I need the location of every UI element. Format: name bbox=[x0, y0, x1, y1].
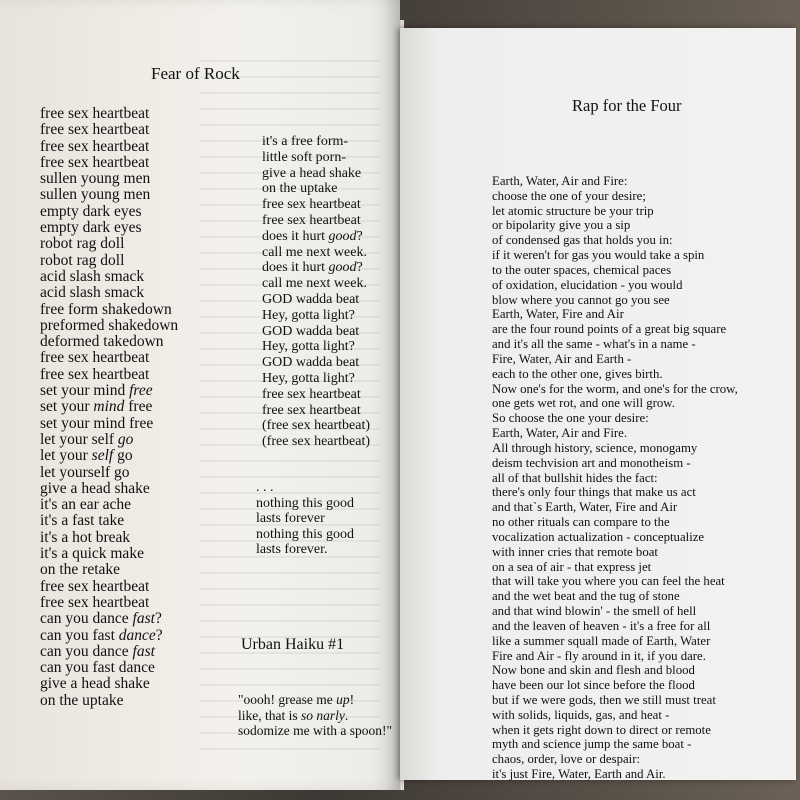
poem-line: Earth, Water, Air and Fire. bbox=[492, 426, 628, 441]
poem-line: set your mind free bbox=[40, 382, 153, 400]
poem-line: choose the one of your desire; bbox=[492, 188, 646, 203]
poem-line: sodomize me with a spoon!" bbox=[238, 723, 392, 738]
poem-line: free sex heartbeat bbox=[40, 137, 150, 155]
poem-line: free sex heartbeat bbox=[40, 593, 150, 611]
emphasis: go bbox=[117, 430, 134, 448]
poem-line: Now one's for the worm, and one's for the crow, bbox=[492, 381, 738, 396]
poem-line: can you fast dance? bbox=[40, 626, 163, 644]
poem-line: Hey, gotta light? bbox=[262, 370, 355, 386]
poem-line: deism techvision art and monotheism - bbox=[492, 455, 691, 470]
left-page bbox=[0, 0, 400, 790]
poem-line: acid slash smack bbox=[40, 284, 145, 302]
poem-line: myth and science jump the same boat - bbox=[492, 737, 692, 752]
poem-line: and the leaven of heaven - it's a free for all bbox=[492, 618, 711, 633]
poem-line: of oxidation, elucidation - you would bbox=[492, 277, 683, 292]
poem-line: it's a quick make bbox=[40, 545, 144, 563]
poem-line: GOD wadda beat bbox=[262, 323, 360, 339]
poem-line: let atomic structure be your trip bbox=[492, 203, 654, 218]
emphasis: dance bbox=[118, 626, 156, 644]
poem-line: lasts forever. bbox=[256, 542, 328, 558]
poem-line: All through history, science, monogamy bbox=[492, 440, 698, 455]
poem-line: free sex heartbeat bbox=[40, 365, 150, 383]
poem-line: (free sex heartbeat) bbox=[262, 418, 371, 434]
poem-line: give a head shake bbox=[40, 479, 150, 497]
poem-line: free sex heartbeat bbox=[40, 121, 150, 139]
poem-line: and that wind blowin' - the smell of hell bbox=[492, 604, 697, 619]
poem-line: on the uptake bbox=[262, 181, 338, 197]
poem-line: it's a fast take bbox=[40, 512, 125, 530]
poem-line: free sex heartbeat bbox=[262, 212, 361, 228]
poem-line: . . . bbox=[256, 480, 274, 495]
poem-line: let your self go bbox=[40, 447, 133, 465]
poem-line: acid slash smack bbox=[40, 267, 145, 285]
emphasis: good bbox=[328, 228, 357, 244]
poem-line: it's an ear ache bbox=[40, 496, 132, 514]
emphasis: self bbox=[91, 447, 114, 465]
fear-of-rock-column-2 bbox=[262, 134, 370, 450]
emphasis: free bbox=[129, 382, 153, 400]
poem-line: it's a hot break bbox=[40, 528, 131, 546]
poem-line: can you fast dance bbox=[40, 659, 155, 677]
poem-line: Hey, gotta light? bbox=[262, 307, 355, 323]
poem-line: "oooh! grease me up! bbox=[238, 692, 355, 707]
poem-line: one gets wet rot, and one will grow. bbox=[492, 396, 675, 411]
poem-line: lasts forever bbox=[256, 511, 325, 527]
poem-line: empty dark eyes bbox=[40, 219, 142, 237]
poem-line: free sex heartbeat bbox=[262, 386, 361, 402]
poem-title-rap-for-the-four: Rap for the Four bbox=[572, 96, 682, 115]
poem-line: when it gets right down to direct or remote bbox=[492, 722, 711, 737]
poem-line: nothing this good bbox=[256, 495, 355, 511]
poem-line: but if we were gods, then we still must treat bbox=[492, 692, 716, 707]
poem-line: on a sea of air - that express jet bbox=[492, 559, 652, 574]
emphasis: up bbox=[336, 692, 350, 707]
poem-line: free sex heartbeat bbox=[40, 105, 150, 122]
poem-line: let your self go bbox=[40, 430, 134, 448]
poem-line: blow where you cannot go you see bbox=[492, 292, 670, 307]
emphasis: mind bbox=[93, 398, 125, 416]
poem-line: are the four round points of a great big square bbox=[492, 322, 727, 337]
poem-line: Hey, gotta light? bbox=[262, 339, 355, 355]
poem-line: vocalization actualization - conceptualize bbox=[492, 529, 705, 544]
poem-line: all of that bullshit hides the fact: bbox=[492, 470, 658, 485]
poem-line: Earth, Water, Fire and Air bbox=[492, 307, 624, 322]
poem-line: deformed takedown bbox=[40, 333, 164, 351]
poem-line: have been our lot since before the flood bbox=[492, 678, 695, 693]
poem-line: with inner cries that remote boat bbox=[492, 544, 658, 559]
poem-line: like a summer squall made of Earth, Water bbox=[492, 633, 711, 648]
poem-line: and that`s Earth, Water, Fire and Air bbox=[492, 500, 678, 515]
poem-line: there's only four things that make us act bbox=[492, 485, 696, 500]
poem-line: of condensed gas that holds you in: bbox=[492, 233, 673, 248]
emphasis: fast bbox=[132, 642, 155, 660]
poem-line: Fire and Air - fly around in it, if you dare. bbox=[492, 648, 706, 663]
poem-line: does it hurt good? bbox=[262, 260, 363, 276]
poem-line: Fire, Water, Air and Earth - bbox=[492, 351, 632, 366]
poem-line: (free sex heartbeat) bbox=[262, 434, 371, 450]
poem-line: or bipolarity give you a sip bbox=[492, 218, 631, 233]
poem-line: on the retake bbox=[40, 561, 121, 579]
poem-line: preformed shakedown bbox=[40, 316, 179, 334]
poem-line: can you dance fast? bbox=[40, 610, 162, 628]
poem-line: give a head shake bbox=[262, 165, 362, 181]
poem-line: free form shakedown bbox=[40, 300, 172, 318]
poem-line: that will take you where you can feel the heat bbox=[492, 574, 725, 589]
poem-line: on the uptake bbox=[40, 691, 124, 709]
fear-of-rock-column-1 bbox=[40, 106, 178, 709]
poem-line: call me next week. bbox=[262, 244, 367, 260]
poem-line: chaos, order, love or despair: bbox=[492, 752, 641, 767]
rap-for-the-four-lines bbox=[492, 174, 738, 782]
poem-line: empty dark eyes bbox=[40, 202, 142, 220]
poem-line: it's a free form- bbox=[262, 134, 349, 149]
poem-line: Earth, Water, Air and Fire: bbox=[492, 174, 628, 188]
poem-line: free sex heartbeat bbox=[40, 349, 150, 367]
poem-line: little soft porn- bbox=[262, 149, 346, 165]
poem-line: set your mind free bbox=[40, 414, 154, 432]
poem-line: and it's all the same - what's in a name - bbox=[492, 337, 696, 352]
poem-line: set your mind free bbox=[40, 398, 153, 416]
poem-line: free sex heartbeat bbox=[262, 402, 361, 418]
poem-line: GOD wadda beat bbox=[262, 291, 360, 307]
poem-title-urban-haiku: Urban Haiku #1 bbox=[241, 636, 345, 653]
poem-line: free sex heartbeat bbox=[40, 153, 150, 171]
poem-line: sullen young men bbox=[40, 186, 151, 204]
poem-line: like, that is so narly. bbox=[238, 707, 349, 723]
poem-line: let yourself go bbox=[40, 463, 130, 481]
poem-line: robot rag doll bbox=[40, 251, 125, 269]
poem-line: no other rituals can compare to the bbox=[492, 515, 670, 530]
poem-line: free sex heartbeat bbox=[262, 197, 361, 213]
poem-line: So choose the one your desire: bbox=[492, 411, 649, 426]
right-page bbox=[400, 28, 796, 780]
emphasis: so narly bbox=[301, 707, 345, 723]
poem-title-fear-of-rock: Fear of Rock bbox=[151, 64, 240, 83]
poem-line: nothing this good bbox=[256, 526, 355, 542]
poem-line: it's just Fire, Water, Earth and Air. bbox=[492, 767, 666, 782]
poem-line: GOD wadda beat bbox=[262, 355, 360, 371]
urban-haiku-lines bbox=[238, 692, 392, 739]
poem-line: call me next week. bbox=[262, 276, 367, 292]
poem-line: each to the other one, gives birth. bbox=[492, 366, 663, 381]
poem-line: if it weren't for gas you would take a spin bbox=[492, 248, 705, 263]
poem-line: robot rag doll bbox=[40, 235, 125, 253]
poem-line: does it hurt good? bbox=[262, 228, 363, 244]
poem-line: give a head shake bbox=[40, 675, 150, 693]
poem-line: to the outer spaces, chemical paces bbox=[492, 262, 672, 277]
emphasis: good bbox=[328, 260, 357, 276]
poem-line: can you dance fast bbox=[40, 642, 155, 660]
fear-of-rock-coda bbox=[256, 480, 354, 558]
poem-line: sullen young men bbox=[40, 170, 151, 188]
poem-line: Now bone and skin and flesh and blood bbox=[492, 663, 695, 678]
poem-line: free sex heartbeat bbox=[40, 577, 150, 595]
emphasis: fast bbox=[132, 610, 155, 628]
poem-line: and the wet beat and the tug of stone bbox=[492, 589, 680, 604]
poem-line: with solids, liquids, gas, and heat - bbox=[492, 707, 670, 722]
